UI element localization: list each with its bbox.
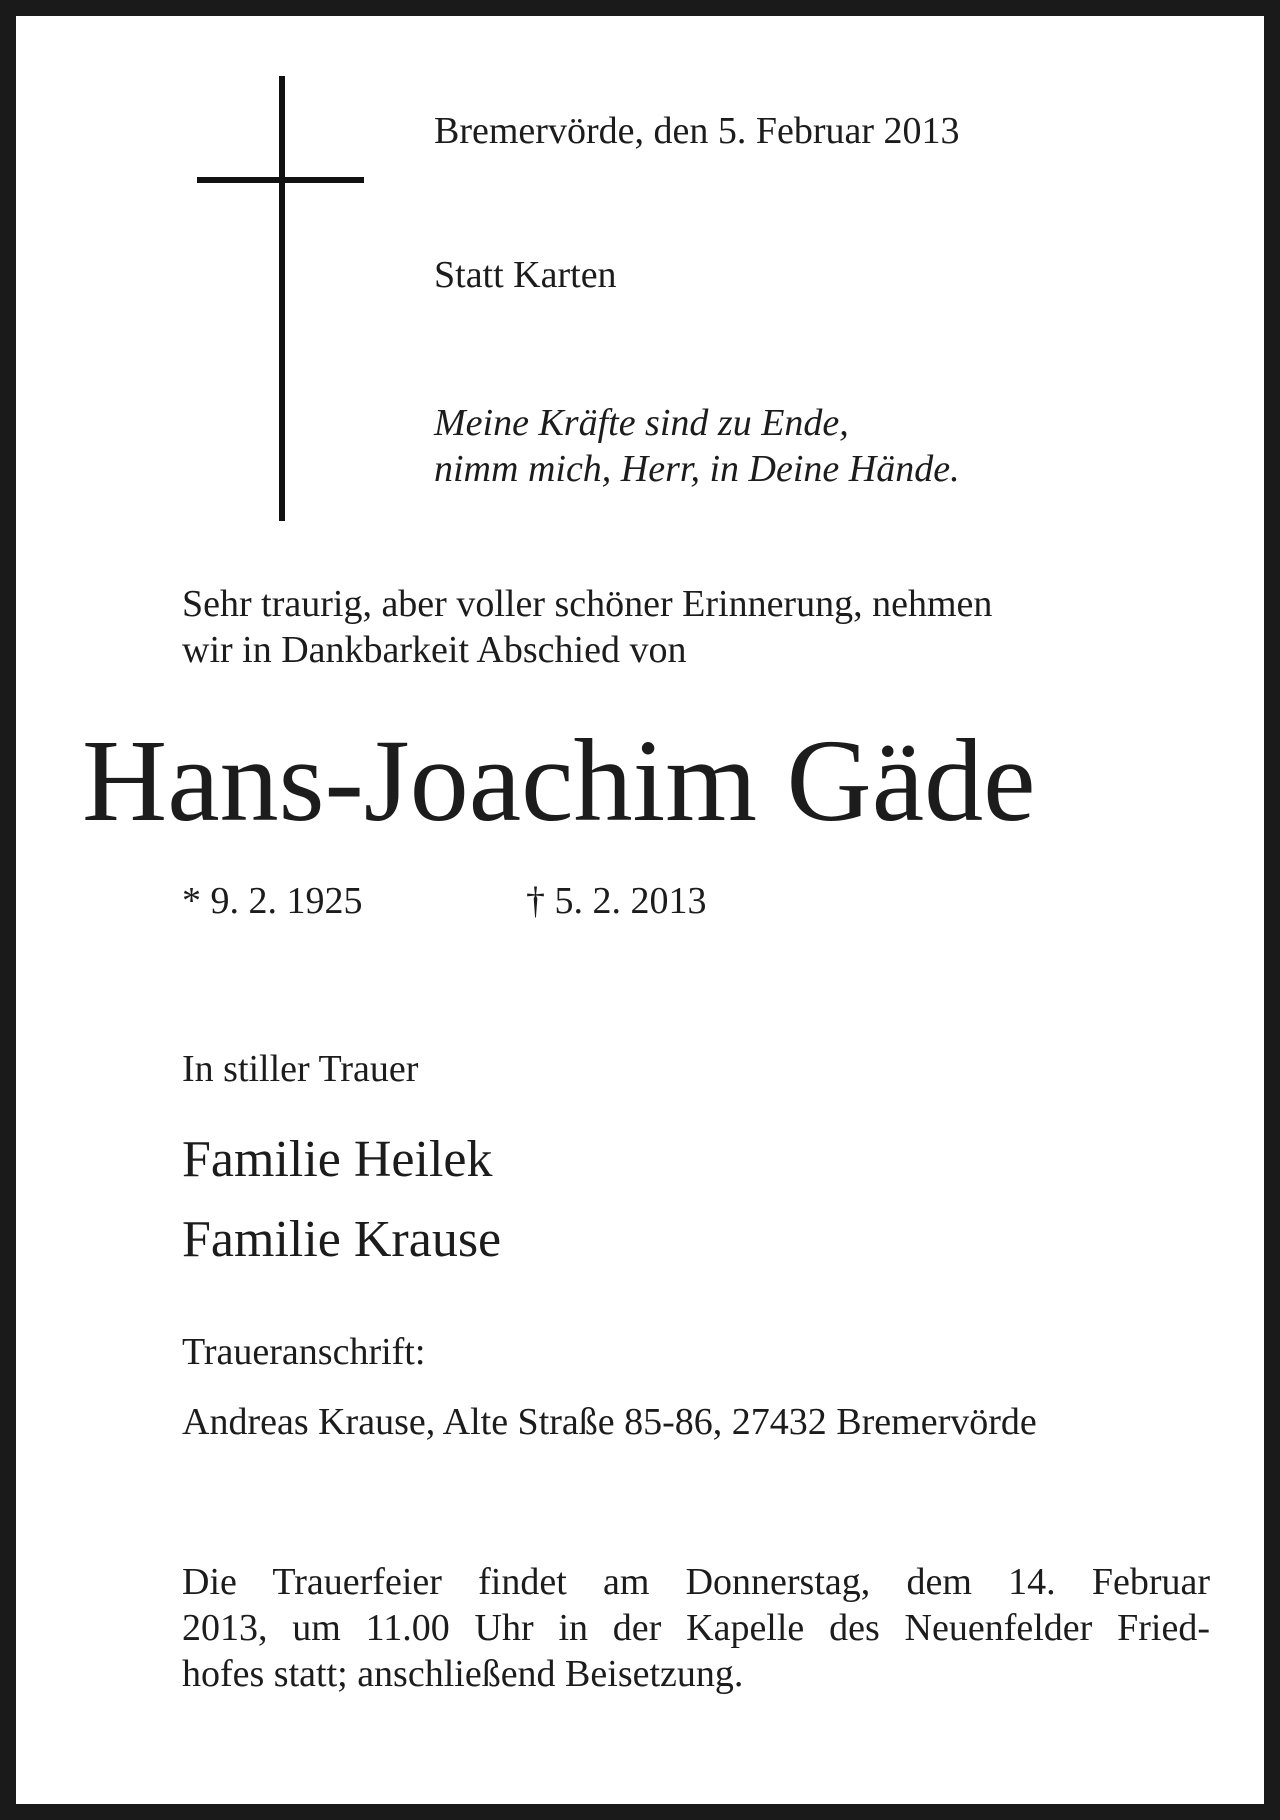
cross-vertical-bar <box>279 76 285 521</box>
cross-horizontal-bar <box>197 177 364 183</box>
intro-text <box>182 581 992 673</box>
statt-karten: Statt Karten <box>434 254 617 296</box>
birth-date: * 9. 2. 1925 <box>182 880 363 922</box>
death-date: † 5. 2. 2013 <box>526 880 707 922</box>
ceremony-line: 2013, um 11.00 Uhr in der Kapelle des Neuenfelder Fried- <box>182 1607 1210 1649</box>
intro-line: Sehr traurig, aber voller schöner Erinnerung, nehmen <box>182 583 993 625</box>
verse-line: nimm mich, Herr, in Deine Hände. <box>434 448 960 490</box>
mourning-label: In stiller Trauer <box>182 1048 419 1090</box>
verse-line: Meine Kräfte sind zu Ende, <box>434 402 849 444</box>
ceremony-line: hofes statt; anschließend Beisetzung. <box>182 1653 744 1695</box>
ceremony-info <box>182 1559 1210 1697</box>
ceremony-line: Die Trauerfeier findet am Donnerstag, dem 14. Februar <box>182 1561 1210 1603</box>
obituary-notice <box>16 16 1264 1804</box>
address-value: Andreas Krause, Alte Straße 85-86, 27432 Bremervörde <box>182 1401 1037 1443</box>
address-label: Traueranschrift: <box>182 1331 426 1373</box>
family-name: Familie Heilek <box>182 1131 493 1188</box>
place-date: Bremervörde, den 5. Februar 2013 <box>434 110 960 152</box>
bible-verse <box>434 400 960 492</box>
deceased-name: Hans-Joachim Gäde <box>82 715 1036 846</box>
family-name: Familie Krause <box>182 1211 502 1268</box>
intro-line: wir in Dankbarkeit Abschied von <box>182 629 687 671</box>
